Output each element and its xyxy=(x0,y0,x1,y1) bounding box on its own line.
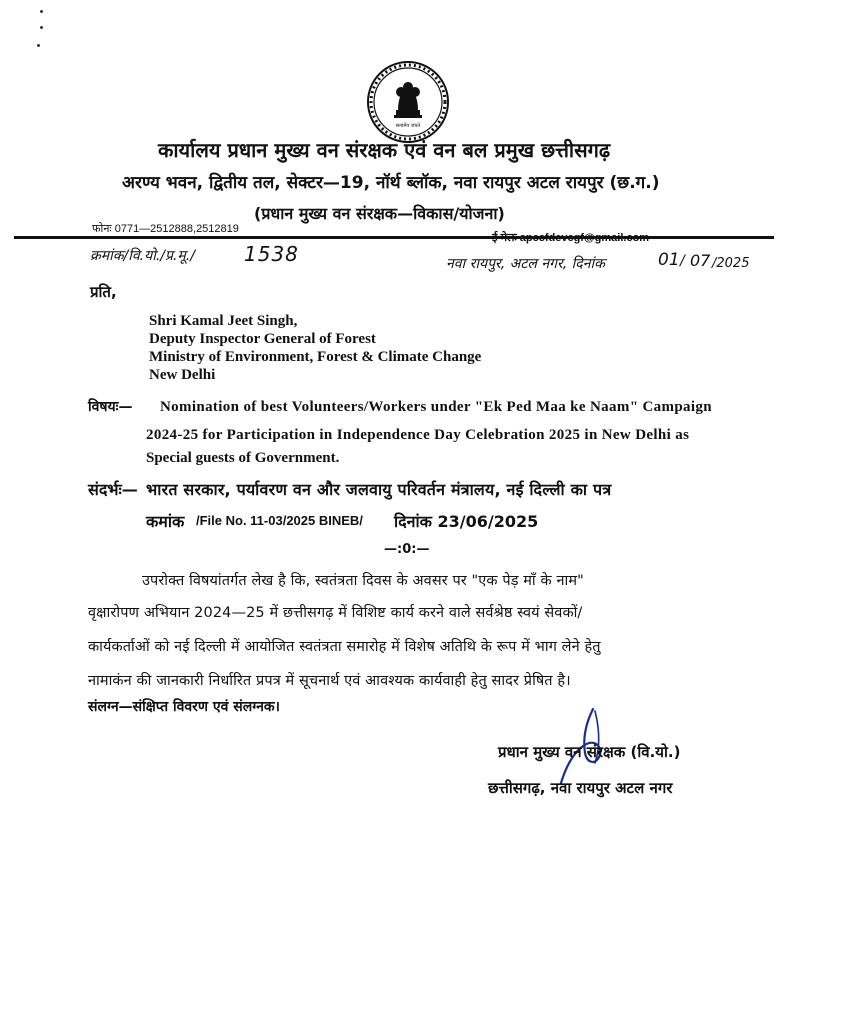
reference-letter-label: संदर्भः— xyxy=(88,480,138,499)
body-line: वृक्षारोपण अभियान 2024—25 में छत्तीसगढ़ में विशिष्ट कार्य करने वाले सर्वश्रेष्ठ स्वयं सेवकों/ xyxy=(88,605,583,621)
office-address: अरण्य भवन, द्वितीय तल, सेक्टर—19, नॉर्थ ब्लॉक, नवा रायपुर अटल रायपुर (छ.ग.) xyxy=(122,173,660,193)
state-emblem-seal xyxy=(366,60,450,144)
reference-letter-prefix: कमांक xyxy=(146,512,185,531)
department-name: (प्रधान मुख्य वन संरक्षक—विकास/योजना) xyxy=(254,204,505,223)
body-line: नामाकंन की जानकारी निर्धारित प्रपत्र में सूचनार्थ एवं आवश्यक कार्यवाही हेतु सादर प्रेषित है। xyxy=(88,673,571,689)
emblem-icon xyxy=(366,60,450,144)
reference-letter-line: भारत सरकार, पर्यावरण वन और जलवायु परिवर्तन मंत्रालय, नई दिल्ली का पत्र xyxy=(146,480,612,499)
to-label: प्रति, xyxy=(90,283,117,301)
separator: —:0:— xyxy=(384,542,430,557)
header-divider xyxy=(14,236,774,239)
date-day-handwritten: 01 xyxy=(658,250,680,270)
date-year: /2025 xyxy=(712,256,750,271)
recipient-line: Shri Kamal Jeet Singh, xyxy=(149,313,298,329)
office-title: कार्यालय प्रधान मुख्य वन संरक्षक एवं वन बल प्रमुख छत्तीसगढ़ xyxy=(158,138,611,162)
reference-number-handwritten: 1538 xyxy=(244,242,299,266)
place-date-label: नवा रायपुर, अटल नगर, दिनांक xyxy=(446,256,605,272)
subject-label: विषयः— xyxy=(88,399,133,415)
date-month-handwritten: 07 xyxy=(690,251,711,270)
signatory-designation: प्रधान मुख्य वन संरक्षक (वि.यो.) xyxy=(498,743,681,761)
phone-number: फोनः 0771—2512888,2512819 xyxy=(92,223,239,235)
reference-file-number: /File No. 11-03/2025 BINEB/ xyxy=(196,513,363,528)
subject-line: Nomination of best Volunteers/Workers under "Ek Ped Maa ke Naam" Campaign xyxy=(160,399,712,415)
recipient-line: Deputy Inspector General of Forest xyxy=(149,331,376,347)
enclosure-note: संलग्न—संक्षिप्त विवरण एवं संलग्नक। xyxy=(88,699,280,715)
recipient-line: New Delhi xyxy=(149,367,216,383)
subject-line: Special guests of Government. xyxy=(146,450,340,466)
subject-line: 2024-25 for Participation in Independence Day Celebration 2025 in New Delhi as xyxy=(146,427,690,443)
scan-speck xyxy=(37,44,40,47)
svg-text:सत्यमेव जयते: सत्यमेव जयते xyxy=(395,123,421,129)
reference-letter-date: दिनांक 23/06/2025 xyxy=(394,512,539,531)
signatory-location: छत्तीसगढ़, नवा रायपुर अटल नगर xyxy=(488,779,673,797)
scan-speck xyxy=(40,10,43,13)
recipient-line: Ministry of Environment, Forest & Climate Change xyxy=(149,349,482,365)
reference-number-label: क्रमांक/वि.यो./प्र.मू./ xyxy=(90,248,195,264)
scan-speck xyxy=(40,26,43,29)
body-line: उपरोक्त विषयांतर्गत लेख है कि, स्वतंत्रता दिवस के अवसर पर "एक पेड़ माँ के नाम" xyxy=(142,573,584,589)
body-line: कार्यकर्ताओं को नई दिल्ली में आयोजित स्वतंत्रता समारोह में विशेष अतिथि के रूप में भाग लेने हेतु xyxy=(88,639,601,655)
